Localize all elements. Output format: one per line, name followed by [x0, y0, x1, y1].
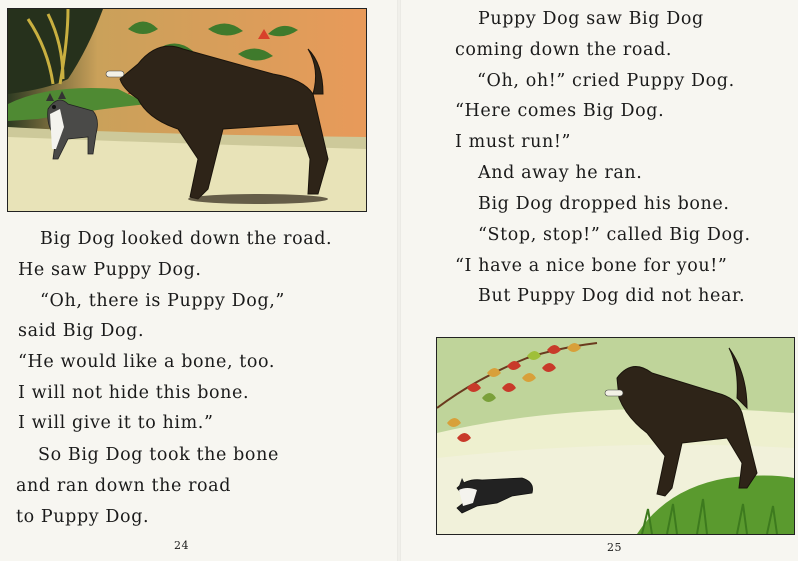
text-line: and ran down the road [16, 476, 232, 496]
big-dog-with-bone-and-puppy-icon [8, 9, 366, 211]
text-line: But Puppy Dog did not hear. [478, 286, 746, 306]
text-line: “Stop, stop!” called Big Dog. [478, 225, 751, 245]
puppy-running-from-big-dog-icon [437, 338, 794, 534]
text-line: I will give it to him.” [18, 413, 214, 433]
text-line: said Big Dog. [18, 321, 145, 341]
text-line: He saw Puppy Dog. [18, 260, 202, 280]
right-illustration [436, 337, 795, 535]
text-line: I must run!” [455, 132, 572, 152]
text-line: “Oh, oh!” cried Puppy Dog. [477, 71, 735, 91]
text-line: “Here comes Big Dog. [455, 101, 665, 121]
text-line: I will not hide this bone. [18, 383, 250, 403]
left-illustration [7, 8, 367, 212]
text-line: And away he ran. [478, 163, 643, 183]
text-line: to Puppy Dog. [16, 507, 150, 527]
text-line: “He would like a bone, too. [18, 352, 276, 372]
text-line: Puppy Dog saw Big Dog [478, 9, 704, 29]
page-number: 24 [174, 539, 189, 552]
text-line: Big Dog looked down the road. [40, 229, 333, 249]
text-line: “Oh, there is Puppy Dog,” [40, 291, 285, 311]
right-page [399, 0, 798, 561]
text-line: “I have a nice bone for you!” [455, 256, 728, 276]
page-number: 25 [607, 541, 622, 554]
text-line: So Big Dog took the bone [38, 445, 279, 465]
text-line: coming down the road. [455, 40, 673, 60]
text-line: Big Dog dropped his bone. [478, 194, 730, 214]
